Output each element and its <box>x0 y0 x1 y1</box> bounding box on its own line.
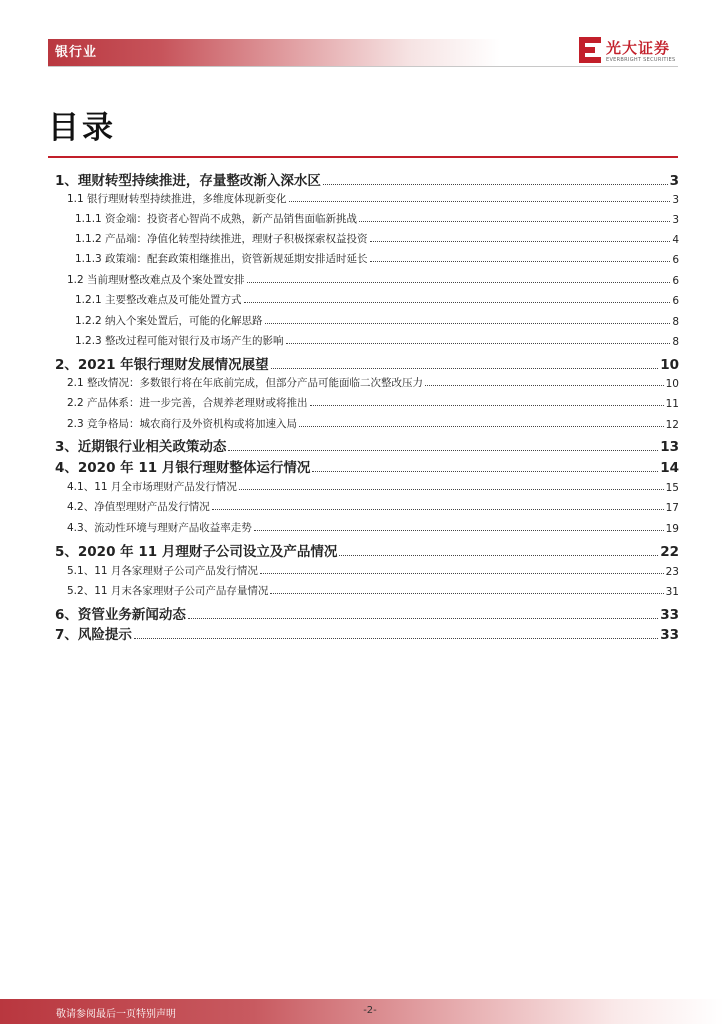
toc-entry-title: 2.1 整改情况：多数银行将在年底前完成，但部分产品可能面临二次整改压力 <box>67 377 424 389</box>
toc-entry-page: 10 <box>665 378 679 390</box>
toc-leader-dots <box>271 368 659 369</box>
toc-leader-dots <box>239 489 664 490</box>
toc-entry-level-1[interactable] <box>55 540 679 560</box>
toc-entry-level-3[interactable] <box>75 332 679 348</box>
toc-leader-dots <box>247 282 671 283</box>
toc-leader-dots <box>299 426 664 427</box>
toc-entry-page: 3 <box>669 173 679 189</box>
toc-entry-level-3[interactable] <box>75 312 679 328</box>
toc-entry-page: 23 <box>665 566 679 578</box>
toc-entry-page: 14 <box>660 460 679 476</box>
toc-leader-dots <box>270 593 663 594</box>
header-section-band <box>48 39 500 66</box>
everbright-logo-icon <box>579 37 601 63</box>
toc-entry-title: 2.2 产品体系：进一步完善，合规养老理财或将推出 <box>67 397 308 409</box>
toc-entry-level-3[interactable] <box>75 210 679 226</box>
toc-entry-level-2[interactable] <box>67 271 679 287</box>
toc-entry-level-2[interactable] <box>67 498 679 514</box>
toc-leader-dots <box>289 201 671 202</box>
toc-entry-title: 5.2、11 月末各家理财子公司产品存量情况 <box>67 585 269 597</box>
toc-entry-level-3[interactable] <box>75 250 679 266</box>
toc-leader-dots <box>359 221 670 222</box>
toc-entry-title: 1.2.3 整改过程可能对银行及市场产生的影响 <box>75 335 284 347</box>
toc-entry-title: 1.1.3 政策端：配套政策相继推出，资管新规延期安排适时延长 <box>75 253 368 265</box>
toc-entry-page: 17 <box>665 502 679 514</box>
toc-entry-level-1[interactable] <box>55 353 679 373</box>
toc-entry-page: 19 <box>665 523 679 535</box>
toc-leader-dots <box>310 405 664 406</box>
toc-entry-title: 1、理财转型持续推进，存量整改渐入深水区 <box>55 173 321 189</box>
toc-entry-page: 22 <box>660 544 679 560</box>
toc-entry-title: 7、风险提示 <box>55 627 132 643</box>
section-label: 银行业 <box>55 45 98 60</box>
toc-entry-title: 4、2020 年 11 月银行理财整体运行情况 <box>55 460 311 476</box>
title-divider <box>48 156 678 158</box>
toc-entry-level-1[interactable] <box>55 603 679 623</box>
toc-entry-title: 1.2.2 纳入个案处置后，可能的化解思路 <box>75 315 263 327</box>
toc-entry-page: 15 <box>665 482 679 494</box>
toc-entry-page: 3 <box>672 214 679 226</box>
toc-entry-title: 5.1、11 月各家理财子公司产品发行情况 <box>67 565 258 577</box>
toc-entry-level-3[interactable] <box>75 230 679 246</box>
toc-entry-level-2[interactable] <box>67 519 679 535</box>
toc-entry-page: 10 <box>660 357 679 373</box>
toc-leader-dots <box>188 618 658 619</box>
toc-entry-title: 1.1.2 产品端：净值化转型持续推进，理财子积极探索权益投资 <box>75 233 368 245</box>
brand-logo <box>579 37 679 65</box>
toc-entry-title: 1.2.1 主要整改难点及可能处置方式 <box>75 294 242 306</box>
toc-entry-title: 1.2 当前理财整改难点及个案处置安排 <box>67 274 245 286</box>
toc-leader-dots <box>370 261 671 262</box>
toc-entry-page: 11 <box>665 398 679 410</box>
toc-entry-level-2[interactable] <box>67 394 679 410</box>
toc-entry-level-1[interactable] <box>55 456 679 476</box>
toc-leader-dots <box>134 638 658 639</box>
toc-entry-level-1[interactable] <box>55 623 679 643</box>
page-number: -2- <box>363 1005 377 1016</box>
toc-entry-level-2[interactable] <box>67 374 679 390</box>
toc-leader-dots <box>260 573 664 574</box>
toc-leader-dots <box>425 385 664 386</box>
toc-leader-dots <box>323 184 668 185</box>
toc-entry-title: 4.2、净值型理财产品发行情况 <box>67 501 210 513</box>
toc-entry-level-2[interactable] <box>67 190 679 206</box>
toc-entry-title: 2.3 竞争格局：城农商行及外资机构或将加速入局 <box>67 418 298 430</box>
toc-entry-title: 1.1.1 资金端：投资者心智尚不成熟，新产品销售面临新挑战 <box>75 213 358 225</box>
toc-leader-dots <box>265 323 671 324</box>
header-divider <box>48 66 678 67</box>
toc-entry-title: 6、资管业务新闻动态 <box>55 607 186 623</box>
toc-entry-page: 4 <box>672 234 679 246</box>
toc-entry-level-2[interactable] <box>67 582 679 598</box>
toc-entry-title: 1.1 银行理财转型持续推进，多维度体现新变化 <box>67 193 287 205</box>
toc-entry-page: 8 <box>672 316 679 328</box>
toc-entry-page: 31 <box>665 586 679 598</box>
toc-entry-page: 6 <box>672 275 679 287</box>
toc-entry-title: 4.3、流动性环境与理财产品收益率走势 <box>67 522 252 534</box>
toc-entry-page: 13 <box>660 439 679 455</box>
toc-entry-title: 3、近期银行业相关政策动态 <box>55 439 227 455</box>
toc-entry-page: 33 <box>660 627 679 643</box>
toc-entry-level-2[interactable] <box>67 562 679 578</box>
page-title: 目录 <box>48 110 116 146</box>
toc-leader-dots <box>370 241 671 242</box>
toc-leader-dots <box>254 530 664 531</box>
toc-entry-page: 3 <box>672 194 679 206</box>
toc-entry-level-2[interactable] <box>67 478 679 494</box>
toc-entry-title: 4.1、11 月全市场理财产品发行情况 <box>67 481 237 493</box>
toc-leader-dots <box>212 509 664 510</box>
toc-leader-dots <box>312 471 658 472</box>
toc-entry-page: 6 <box>672 295 679 307</box>
brand-name: 光大证券 <box>606 39 671 57</box>
toc-entry-level-3[interactable] <box>75 291 679 307</box>
brand-subtitle: EVERBRIGHT SECURITIES <box>606 57 676 63</box>
toc-entry-page: 12 <box>665 419 679 431</box>
toc-leader-dots <box>228 450 658 451</box>
toc-leader-dots <box>339 555 658 556</box>
toc-entry-page: 6 <box>672 254 679 266</box>
toc-leader-dots <box>244 302 671 303</box>
toc-entry-level-1[interactable] <box>55 169 679 189</box>
toc-entry-level-1[interactable] <box>55 435 679 455</box>
footer-disclaimer: 敬请参阅最后一页特别声明 <box>56 1009 176 1020</box>
toc-entry-page: 33 <box>660 607 679 623</box>
toc-entry-title: 5、2020 年 11 月理财子公司设立及产品情况 <box>55 544 338 560</box>
toc-leader-dots <box>286 343 671 344</box>
toc-entry-page: 8 <box>672 336 679 348</box>
toc-entry-level-2[interactable] <box>67 415 679 431</box>
toc-entry-title: 2、2021 年银行理财发展情况展望 <box>55 357 269 373</box>
